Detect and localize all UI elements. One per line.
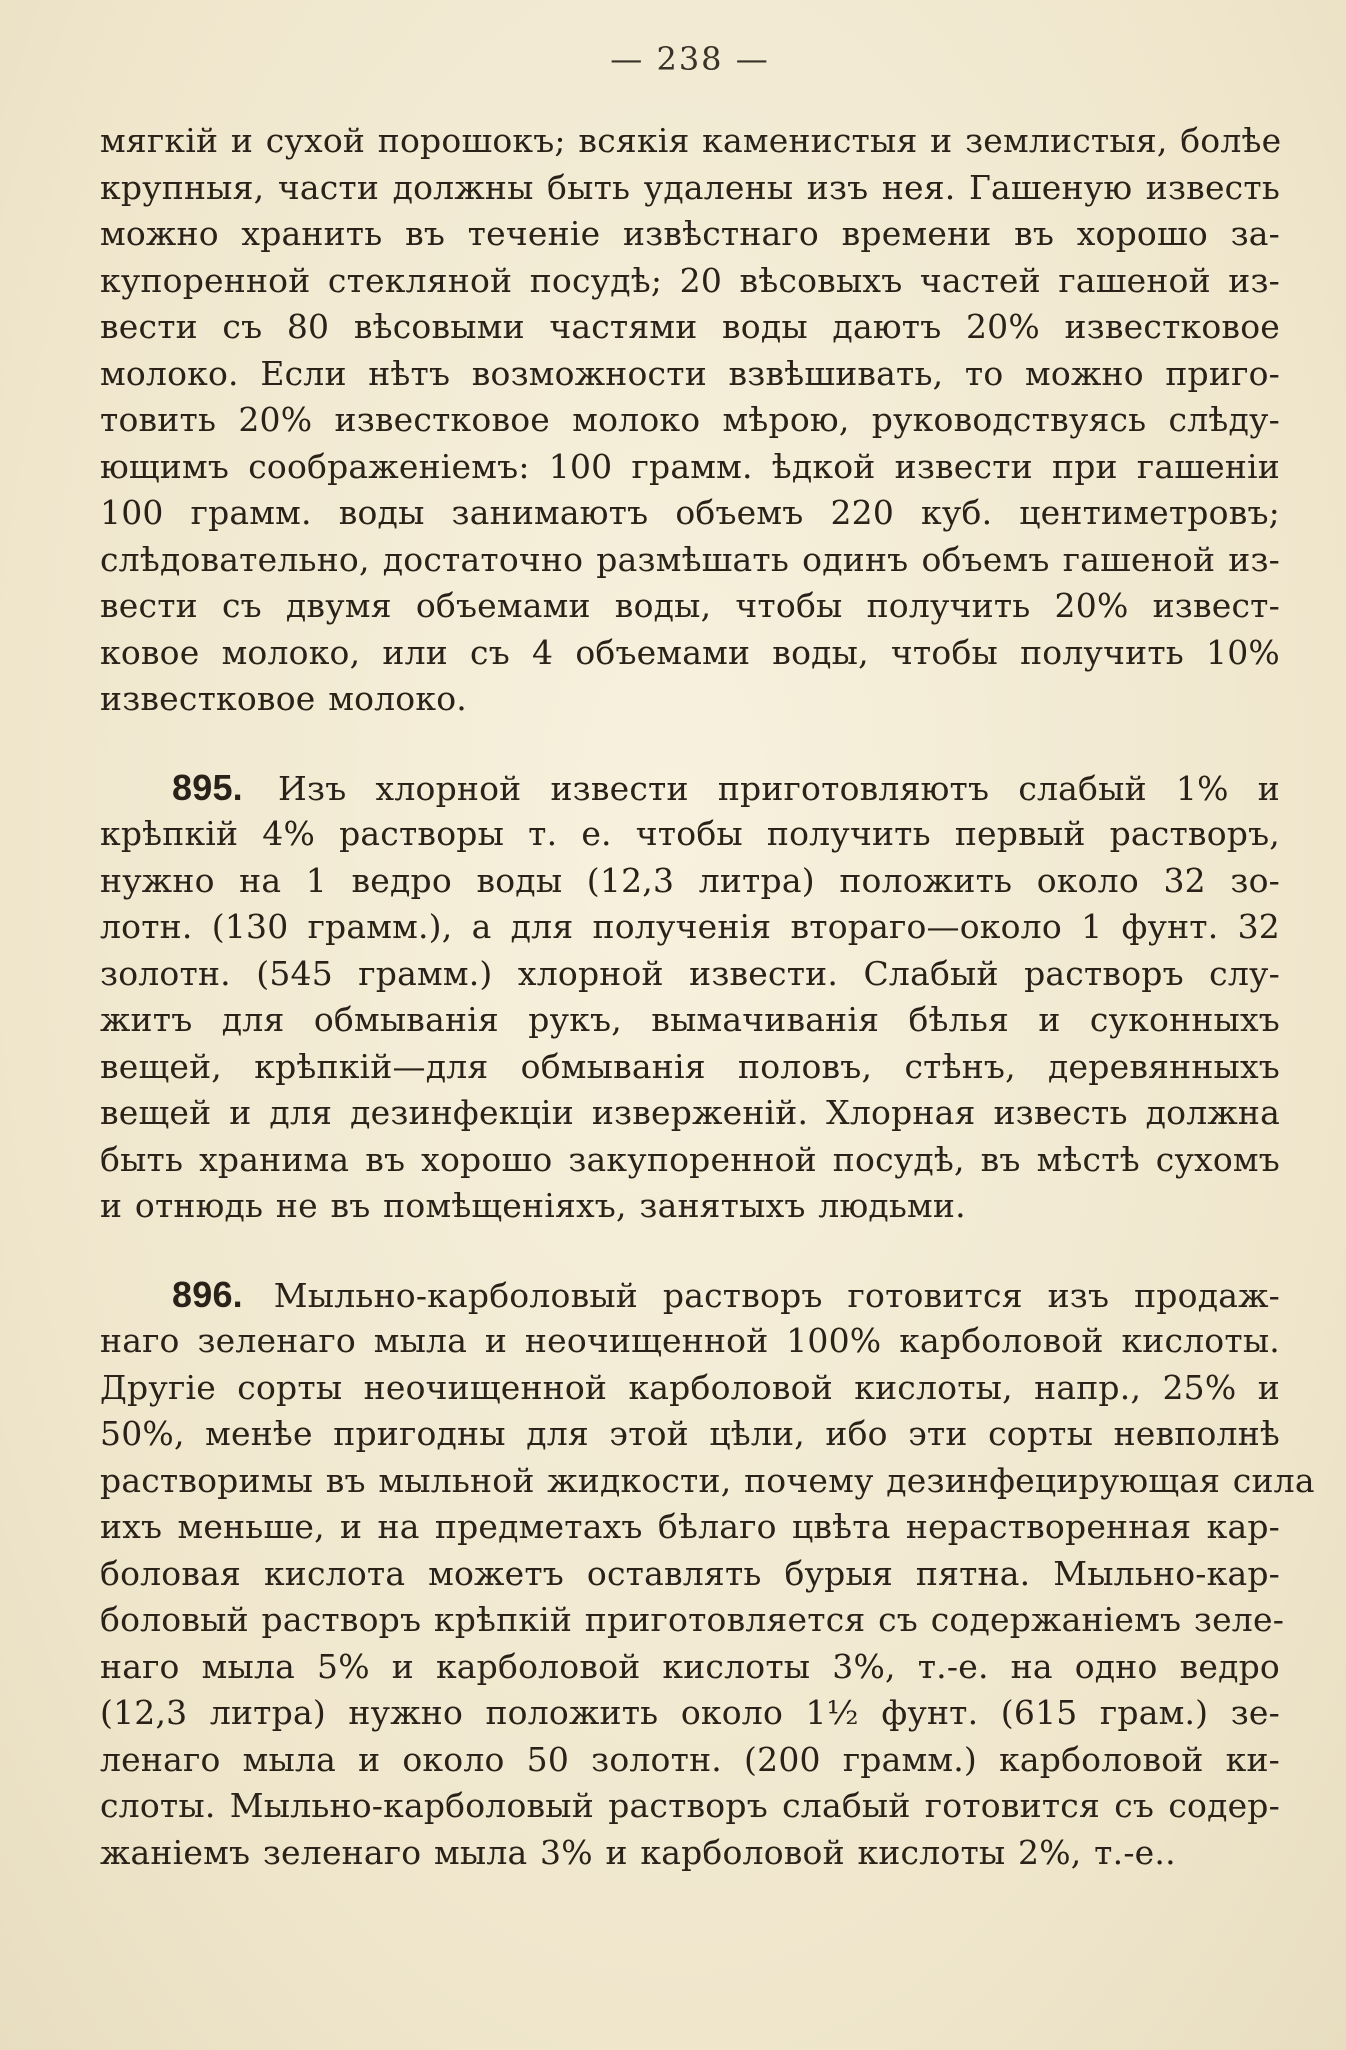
text-line: мягкій и сухой порошокъ; всякія каменистыя и землистыя, болѣе	[100, 121, 1282, 160]
text-line: 100 грамм. воды занимаютъ объемъ 220 куб. центиметровъ;	[100, 493, 1280, 532]
paragraph-number: 896.	[172, 1273, 243, 1315]
text-line: вести съ 80 вѣсовыми частями воды даютъ 20% известковое	[100, 307, 1280, 346]
text-line: ковое молоко, или съ 4 объемами воды, чтобы получить 10%	[100, 632, 1280, 672]
text-line: Изъ хлорной извести приготовляютъ слабый 1% и	[278, 768, 1280, 808]
page-number: — 238 —	[610, 40, 770, 78]
text-line: золотн. (545 грамм.) хлорной извести. Слабый растворъ слу-	[100, 953, 1280, 993]
text-line: (12,3 литра) нужно положить около 1½ фунт. (615 грам.) зе-	[100, 1693, 1280, 1732]
text-line: и отнюдь не въ помѣщеніяхъ, занятыхъ людьми.	[100, 1186, 966, 1225]
text-line: житъ для обмыванія рукъ, вымачиванія бѣлья и суконныхъ	[100, 1000, 1280, 1039]
text-line: купоренной стекляной посудѣ; 20 вѣсовыхъ частей гашеной из-	[100, 260, 1280, 300]
text-line: крѣпкій 4% растворы т. е. чтобы получить первый растворъ,	[100, 814, 1280, 853]
paragraph-895	[100, 765, 1280, 1230]
paragraph-896	[100, 1272, 1315, 1877]
text-line: наго мыла 5% и карболовой кислоты 3%, т.-е. на одно ведро	[100, 1646, 1280, 1686]
text-line: нужно на 1 ведро воды (12,3 литра) положить около 32 зо-	[100, 860, 1280, 900]
text-line: вести съ двумя объемами воды, чтобы получить 20% извест-	[100, 586, 1280, 625]
text-line: ихъ меньше, и на предметахъ бѣлаго цвѣта нерастворенная кар-	[100, 1507, 1280, 1546]
text-line: товить 20% известковое молоко мѣрою, руководствуясь слѣду-	[100, 400, 1280, 439]
text-line: можно хранить въ теченіе извѣстнаго времени въ хорошо за-	[100, 214, 1280, 253]
text-line: крупныя, части должны быть удалены изъ нея. Гашеную известь	[100, 167, 1280, 207]
text-line: ленаго мыла и около 50 золотн. (200 грамм.) карболовой ки-	[100, 1739, 1280, 1779]
text-line: жаніемъ зеленаго мыла 3% и карболовой кислоты 2%, т.-е..	[100, 1832, 1176, 1872]
text-line: наго зеленаго мыла и неочищенной 100% карболовой кислоты.	[100, 1321, 1280, 1360]
text-line: Мыльно-карболовый растворъ готовится изъ продаж-	[273, 1275, 1280, 1315]
text-line-first	[100, 1272, 1280, 1319]
paragraph-continuation	[100, 118, 1280, 723]
text-line: 50%, менѣе пригодны для этой цѣли, ибо эти сорты невполнѣ	[100, 1414, 1280, 1453]
text-line: слѣдовательно, достаточно размѣшать одинъ объемъ гашеной из-	[100, 539, 1280, 579]
paragraph-number: 895.	[172, 766, 243, 808]
text-line: ющимъ соображеніемъ: 100 грамм. ѣдкой извести при гашеніи	[100, 446, 1280, 486]
text-line-first	[100, 765, 1280, 812]
text-line: быть хранима въ хорошо закупоренной посудѣ, въ мѣстѣ сухомъ	[100, 1139, 1280, 1179]
text-line: Другіе сорты неочищенной карболовой кислоты, напр., 25% и	[100, 1367, 1280, 1407]
text-line: молоко. Если нѣтъ возможности взвѣшивать, то можно приго-	[100, 353, 1280, 393]
text-line: лотн. (130 грамм.), а для полученія втораго—около 1 фунт. 32	[100, 907, 1280, 946]
text-line: вещей и для дезинфекціи изверженій. Хлорная известь должна	[100, 1093, 1280, 1132]
text-line: слоты. Мыльно-карболовый растворъ слабый готовится съ содер-	[100, 1786, 1280, 1825]
text-line: боловый растворъ крѣпкій приготовляется съ содержаніемъ зеле-	[100, 1600, 1285, 1639]
text-line: растворимы въ мыльной жидкости, почему дезинфецирующая сила	[100, 1460, 1315, 1500]
text-line: боловая кислота можетъ оставлять бурыя пятна. Мыльно-кар-	[100, 1553, 1280, 1593]
text-line: известковое молоко.	[100, 679, 467, 718]
text-line: вещей, крѣпкій—для обмыванія половъ, стѣнъ, деревянныхъ	[100, 1046, 1280, 1086]
